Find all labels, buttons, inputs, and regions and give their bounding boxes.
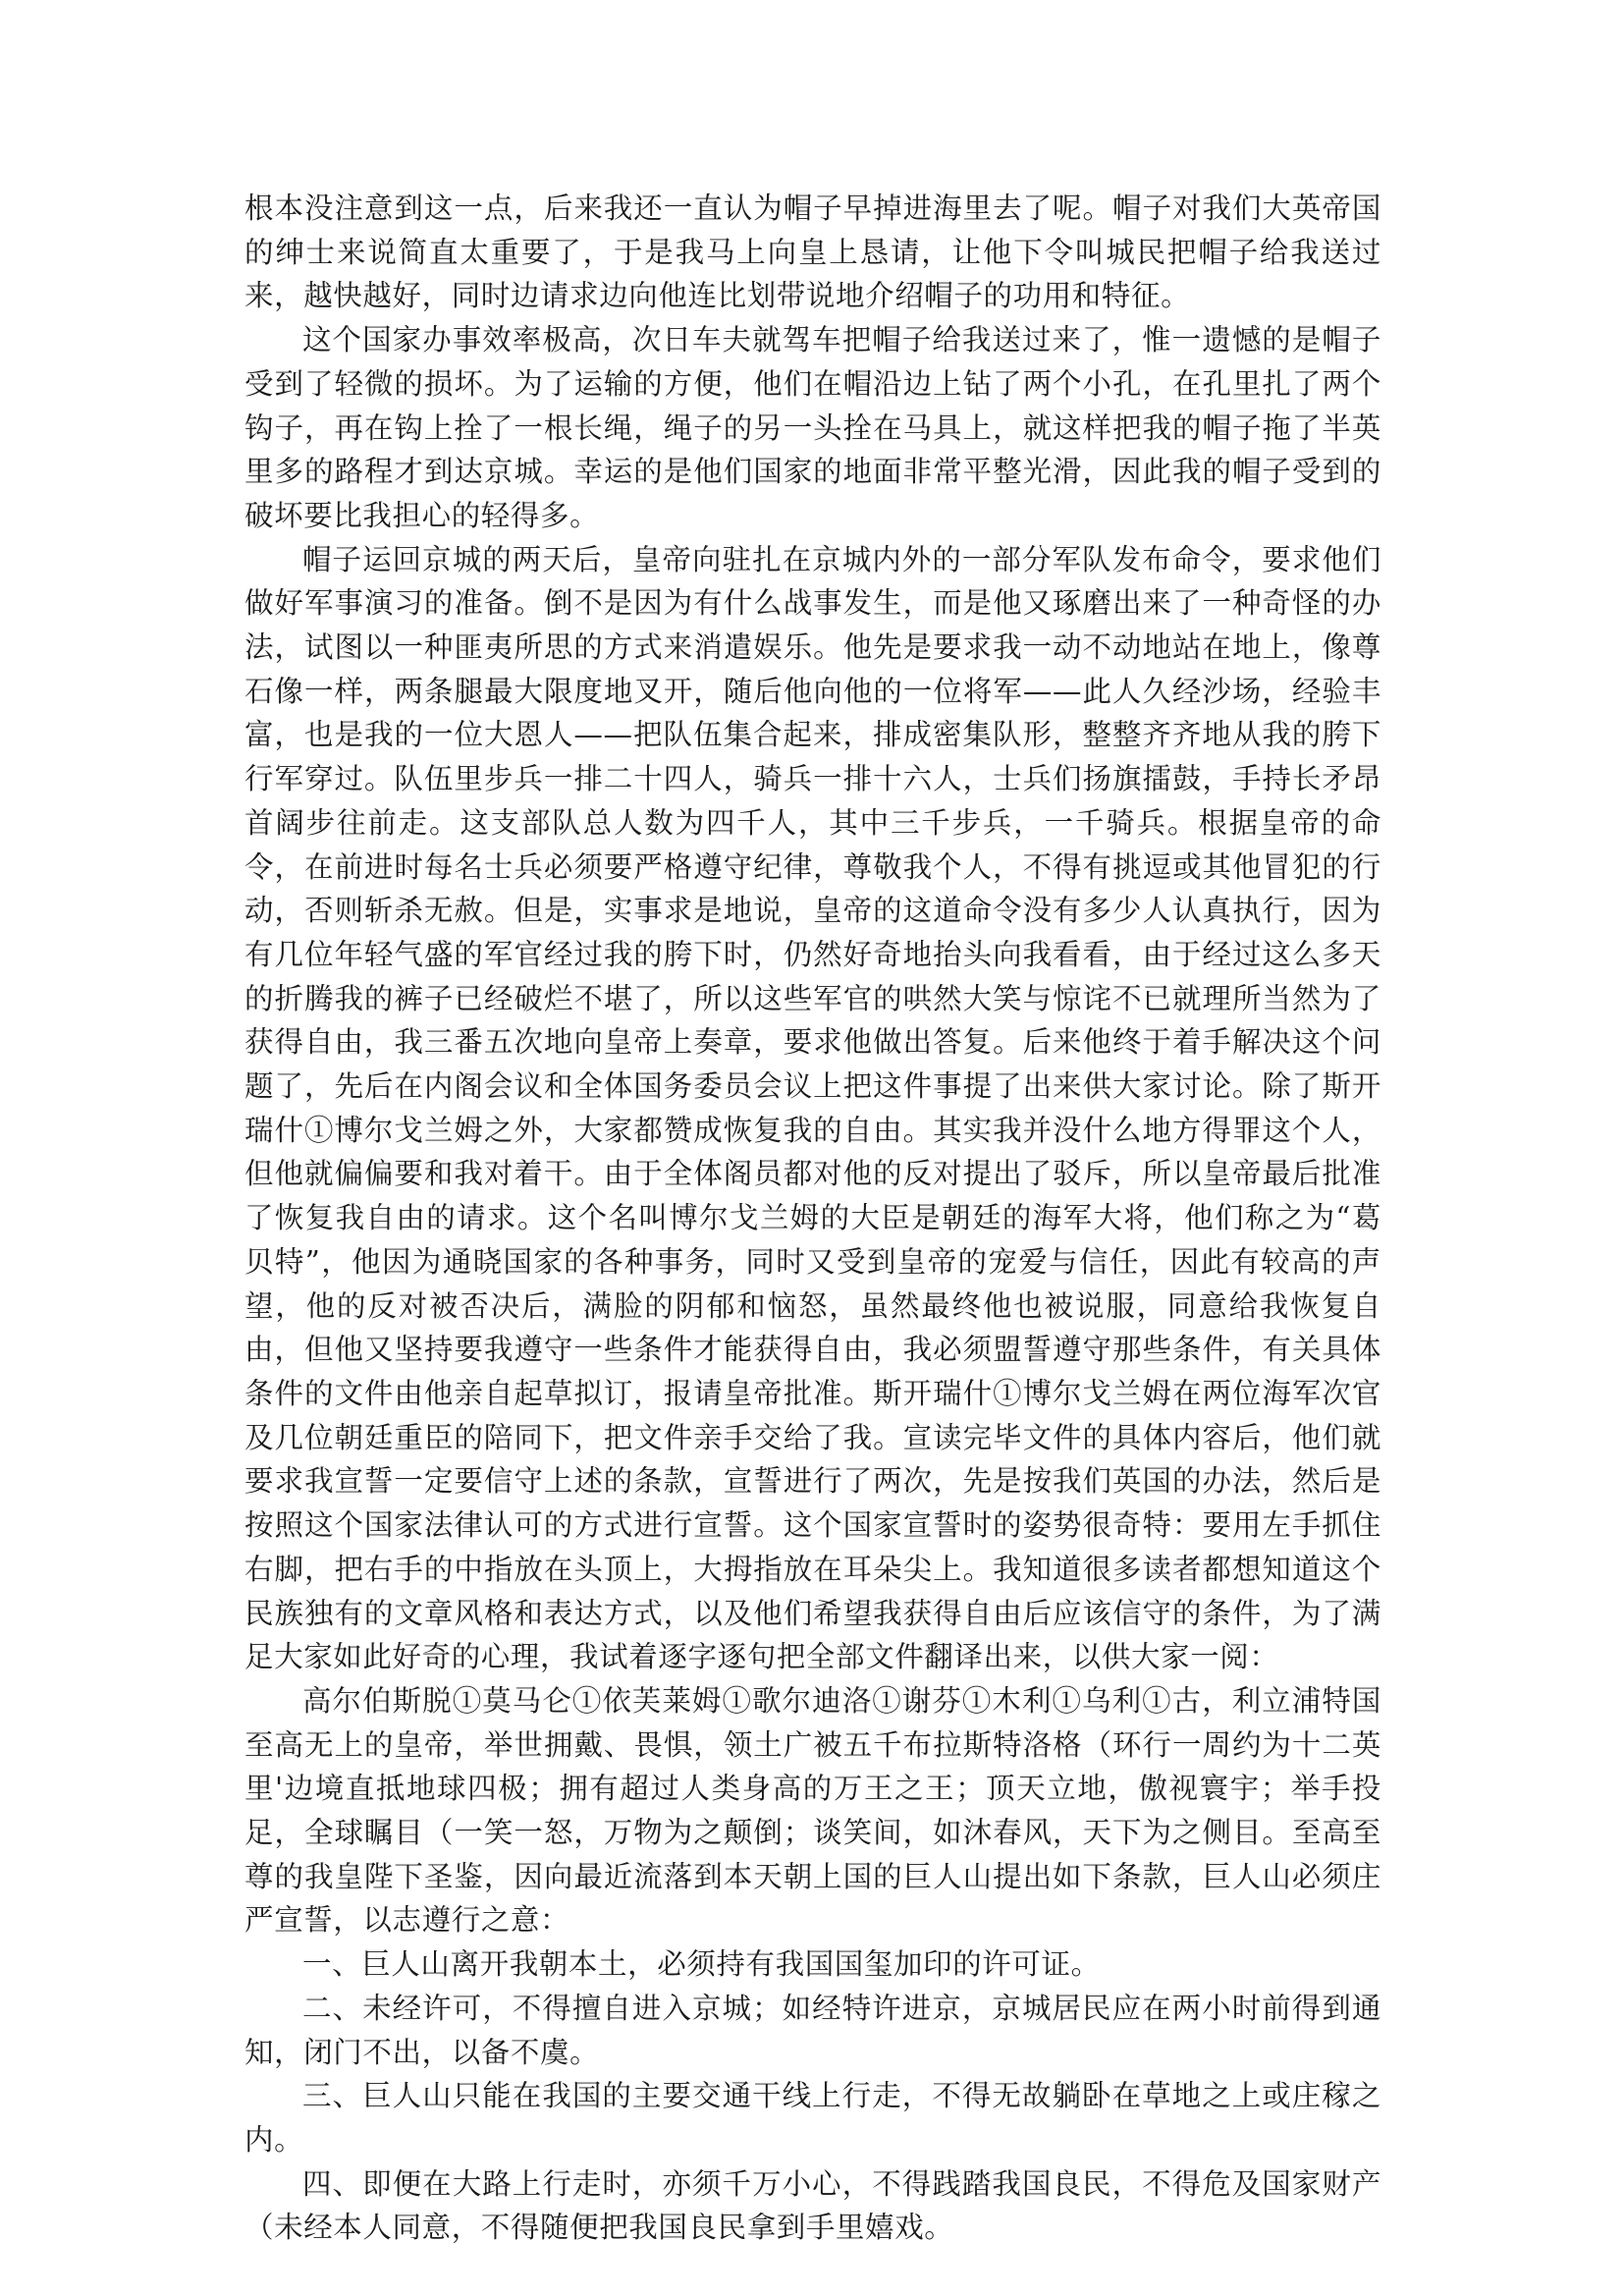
paragraph-article-2: 二、未经许可，不得擅自进入京城；如经特许进京，京城居民应在两小时前得到通知，闭门不出，以备不虞。 [244, 1991, 1381, 2069]
paragraph-article-1: 一、巨人山离开我朝本土，必须持有我国国玺加印的许可证。 [302, 1947, 1101, 1982]
paragraph-military-parade: 帽子运回京城的两天后，皇帝向驻扎在京城内外的一部分军队发布命令，要求他们做好军事演习的准备。倒不是因为有什么战事发生，而是他又琢磨出来了一种奇怪的办法，试图以一种匪夷所思的方式来消遣娱乐。他先是要求我一动不动地站在地上，像尊石像一样，两条腿最大限度地叉开，随后他向他的一位将军——此人久经沙场，经验丰富，也是我的一位大恩人——把队伍集合起来，排成密集队形，整整齐齐地从我的胯下行军穿过。队伍里步兵一排二十四人，骑兵一排十六人，士兵们扬旗擂鼓，手持长矛昂首阔步往前走。这支部队总人数为四千人，其中三千步兵，一千骑兵。根据皇帝的命令，在前进时每名士兵必须要严格遵守纪律，尊敬我个人，不得有挑逗或其他冒犯的行动，否则斩杀无赦。但是，实事求是地说，皇帝的这道命令没有多少人认真执行，因为有几位年轻气盛的军官经过我的胯下时，仍然好奇地抬头向我看看，由于经过这么多天的折腾我的裤子已经破烂不堪了，所以这些军官的哄然大笑与惊诧不已就理所当然为了获得自由，我三番五次地向皇帝上奏章，要求他做出答复。后来他终于着手解决这个问题了，先后在内阁会议和全体国务委员会议上把这件事提了出来供大家讨论。除了斯开瑞什①博尔戈兰姆之外，大家都赞成恢复我的自由。其实我并没什么地方得罪这个人，但他就偏偏要和我对着干。由于全体阁员都对他的反对提出了驳斥，所以皇帝最后批准了恢复我自由的请求。这个名叫博尔戈兰姆的大臣是朝廷的海军大将，他们称之为“葛贝特”，他因为通晓国家的各种事务，同时又受到皇帝的宠爱与信任，因此有较高的声望，他的反对被否决后，满脸的阴郁和恼怒，虽然最终他也被说服，同意给我恢复自由，但他又坚持要我遵守一些条件才能获得自由，我必须盟誓遵守那些条件，有关具体条件的文件由他亲自起草拟订，报请皇帝批准。斯开瑞什①博尔戈兰姆在两位海军次官及几位朝廷重臣的陪同下，把文件亲手交给了我。宣读完毕文件的具体内容后，他们就要求我宣誓一定要信守上述的条款，宣誓进行了两次，先是按我们英国的办法，然后是按照这个国家法律认可的方式进行宣誓。这个国家宣誓时的姿势很奇特：要用左手抓住右脚，把右手的中指放在头顶上，大拇指放在耳朵尖上。我知道很多读者都想知道这个民族独有的文章风格和表达方式，以及他们希望我获得自由后应该信守的条件，为了满足大家如此好奇的心理，我试着逐字逐句把全部文件翻译出来，以供大家一阅： [244, 542, 1381, 1674]
paragraph-continued: 根本没注意到这一点，后来我还一直认为帽子早掉进海里去了呢。帽子对我们大英帝国的绅士来说简直太重要了，于是我马上向皇上恳请，让他下令叫城民把帽子给我送过来，越快越好，同时边请求边向他连比划带说地介绍帽子的功用和特征。 [244, 191, 1381, 313]
paragraph-hat-delivery: 这个国家办事效率极高，次日车夫就驾车把帽子给我送过来了，惟一遗憾的是帽子受到了轻微的损坏。为了运输的方便，他们在帽沿边上钻了两个小孔，在孔里扎了两个钩子，再在钩上拴了一根长绳，绳子的另一头拴在马具上，就这样把我的帽子拖了半英里多的路程才到达京城。幸运的是他们国家的地面非常平整光滑，因此我的帽子受到的破坏要比我担心的轻得多。 [244, 323, 1381, 532]
paragraph-emperor-decree: 高尔伯斯脱①莫马仑①依芙莱姆①歌尔迪洛①谢芬①木利①乌利①古，利立浦特国至高无上的皇帝，举世拥戴、畏惧，领土广被五千布拉斯特洛格（环行一周约为十二英里'边境直抵地球四极；拥有超过人类身高的万王之王；顶天立地，傲视寰宇；举手投足，全球瞩目（一笑一怒，万物为之颠倒；谈笑间，如沐春风，天下为之侧目。至高至尊的我皇陛下圣鉴，因向最近流落到本天朝上国的巨人山提出如下条款，巨人山必须庄严宣誓，以志遵行之意： [244, 1683, 1381, 1938]
paragraph-article-4: 四、即便在大路上行走时，亦须千万小心，不得践踏我国良民，不得危及国家财产（未经本人同意，不得随便把我国良民拿到手里嬉戏。 [244, 2166, 1381, 2245]
body-text [244, 187, 1381, 2250]
paragraph-article-3: 三、巨人山只能在我国的主要交通干线上行走，不得无故躺卧在草地之上或庄稼之内。 [244, 2079, 1381, 2157]
